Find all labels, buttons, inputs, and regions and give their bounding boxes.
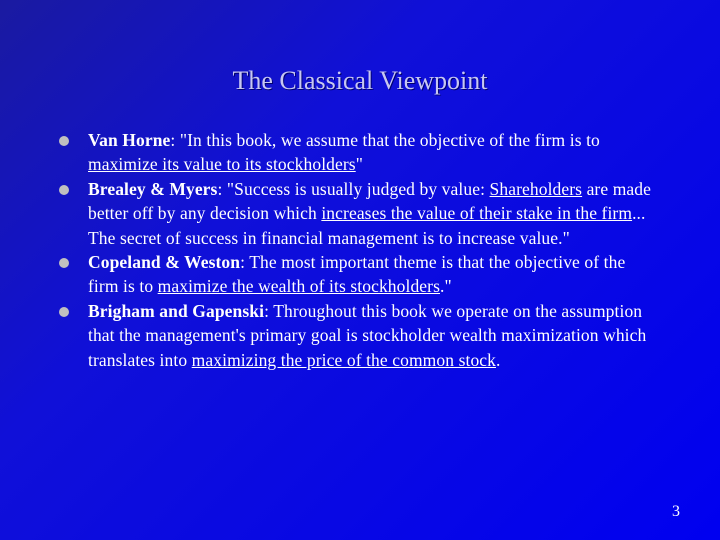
- author-name: Van Horne: [88, 130, 171, 150]
- bullet-dot-icon: [59, 258, 69, 268]
- quote-text: ... The secret of success in financial management is to increase value.": [88, 203, 646, 248]
- quote-text: .": [440, 276, 452, 297]
- underlined-phrase: increases the value of their stake in the firm: [321, 203, 633, 224]
- quote-text: : "In this book, we assume that the objective of the firm is to: [170, 130, 600, 150]
- quote-text: .: [496, 349, 501, 370]
- quote-text: ": [355, 154, 363, 175]
- bullet-dot-icon: [59, 307, 69, 317]
- author-name: Copeland & Weston: [88, 252, 241, 273]
- bullet-brigham-gapenski: [57, 299, 657, 372]
- bullet-dot-icon: [59, 136, 69, 146]
- underlined-phrase: maximize its value to its stockholders: [88, 154, 356, 175]
- underlined-phrase: maximizing the price of the common stock: [191, 349, 497, 370]
- quote-text: : "Success is usually judged by value:: [217, 178, 490, 199]
- slide-title: The Classical Viewpoint: [232, 66, 488, 95]
- bullet-dot-icon: [59, 185, 69, 195]
- underlined-phrase: maximize the wealth of its stockholders: [157, 276, 441, 297]
- quote-text: : Throughout this book we operate on the assumption that the management's primary goal is stockholder wealth maximization which translates into: [88, 300, 647, 370]
- author-name: Brigham and Gapenski: [88, 300, 265, 321]
- author-name: Brealey & Myers: [88, 178, 218, 199]
- page-number: 3: [672, 503, 680, 520]
- bullet-list: [57, 128, 657, 372]
- bullet-copeland-weston: [57, 250, 657, 299]
- quote-text: are made better off by any decision which: [88, 178, 652, 224]
- underlined-phrase: Shareholders: [489, 178, 583, 199]
- bullet-brealey-myers: [57, 177, 657, 250]
- bullet-van-horne: [57, 128, 657, 177]
- quote-text: : The most important theme is that the objective of the firm is to: [88, 252, 626, 297]
